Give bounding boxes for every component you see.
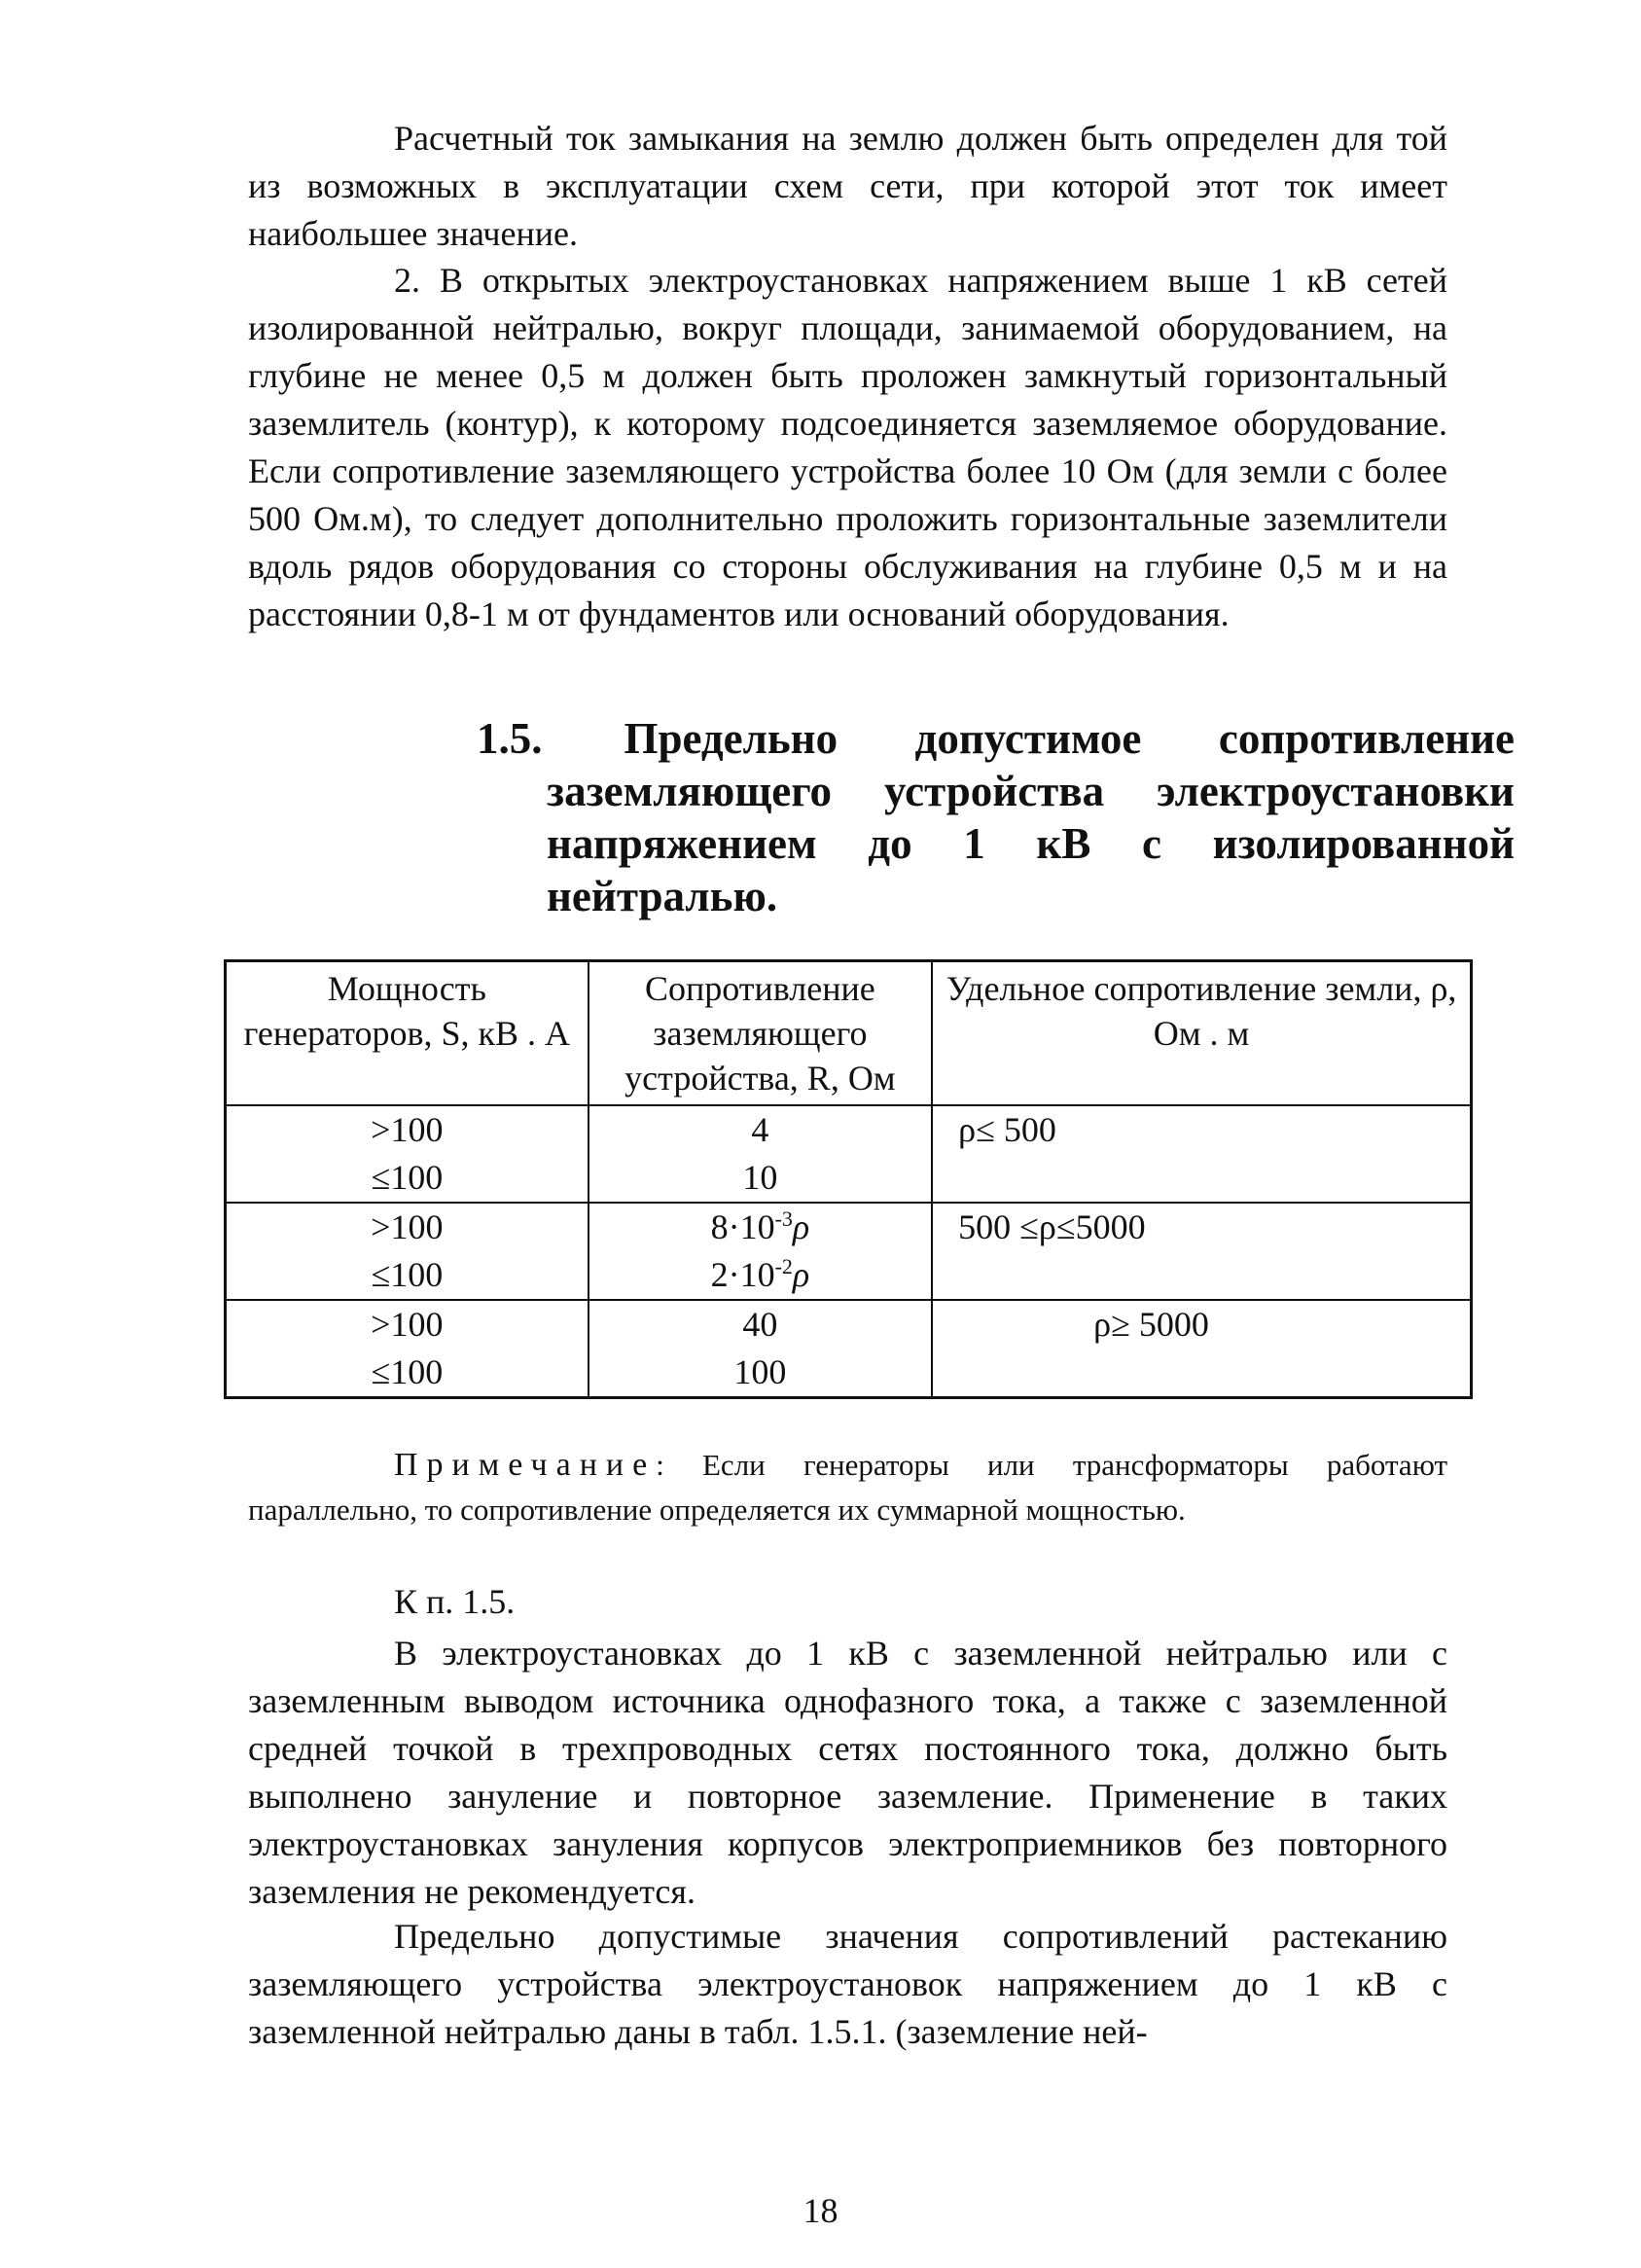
paragraph-fault-current: Расчетный ток замыкания на землю должен быть определен для той из возможных в эксплуатации схем сети, при которой этот ток имеет наибольшее значение.	[248, 119, 1447, 253]
paragraph-limit-values: Предельно допустимые значения сопротивлений растеканию заземляющего устройства электроустановок напряжением до 1 кВ с заземленной нейтралью даны в табл. 1.5.1. (заземление ней-	[248, 1917, 1447, 2051]
section-title: Предельно допустимое сопротивление заземляющего устройства электроустановки напряжением до 1 кВ с изолированной нейтралью.	[547, 714, 1515, 920]
soil-cell: ρ≤ 500	[932, 1105, 1471, 1203]
note-label: Примечание	[394, 1447, 657, 1483]
table-row	[226, 1105, 1472, 1203]
power-cell	[226, 1105, 589, 1203]
resistance-high-coefficient: 8·10	[710, 1207, 775, 1246]
header-power: Мощность генераторов, S, кВ . А	[226, 961, 589, 1106]
section-number: 1.5.	[477, 714, 543, 763]
page-number: 18	[803, 2191, 838, 2230]
power-high: >100	[371, 1207, 444, 1246]
resistance-low: 10	[742, 1158, 778, 1197]
resistance-table	[224, 959, 1473, 1399]
resistance-high: 4	[751, 1110, 769, 1149]
resistance-high: 40	[742, 1305, 778, 1344]
resistance-high-variable: ρ	[792, 1207, 810, 1246]
resistance-cell	[589, 1300, 932, 1398]
power-high: >100	[371, 1305, 444, 1344]
resistance-high	[599, 1204, 921, 1251]
section-heading	[477, 712, 1515, 922]
resistance-low	[599, 1251, 921, 1299]
resistance-cell	[589, 1105, 932, 1203]
resistance-high-exponent: -3	[774, 1206, 793, 1231]
soil-cell: ρ≥ 5000	[932, 1300, 1471, 1398]
power-high: >100	[371, 1110, 444, 1149]
table-row	[226, 1300, 1472, 1398]
header-soil-resistivity: Удельное сопротивление земли, ρ, Ом . м	[932, 961, 1471, 1106]
soil-cell: 500 ≤ρ≤5000	[932, 1203, 1471, 1300]
resistance-low-coefficient: 2·10	[710, 1255, 775, 1294]
power-low: ≤100	[371, 1352, 444, 1391]
resistance-low: 100	[733, 1352, 787, 1391]
table-note	[248, 1443, 1447, 1532]
resistance-low-variable: ρ	[792, 1255, 810, 1294]
section-reference: К п. 1.5.	[394, 1582, 516, 1621]
paragraph-open-installations: 2. В открытых электроустановках напряжением выше 1 кВ сетей изолированной нейтралью, вокруг площади, занимаемой оборудованием, на глубине не менее 0,5 м должен быть проложен замкнутый горизонтальный заземлитель (контур), к которому подсоединяется заземляемое оборудование. Если сопротивление заземляющего устройства более 10 Ом (для земли с более 500 Ом.м), то следует дополнительно проложить горизонтальные заземлители вдоль рядов оборудования со стороны обслуживания на глубине 0,5 м и на расстоянии 0,8-1 м от фундаментов или оснований оборудования.	[248, 261, 1447, 633]
paragraph-zeroing: В электроустановках до 1 кВ с заземленной нейтралью или с заземленным выводом источника однофазного тока, а также с заземленной средней точкой в трехпроводных сетях постоянного тока, должно быть выполнено зануление и повторное заземление. Применение в таких электроустановках зануления корпусов электроприемников без повторного заземления не рекомендуется.	[248, 1634, 1447, 1911]
resistance-cell	[589, 1203, 932, 1300]
power-low: ≤100	[371, 1158, 444, 1197]
power-cell	[226, 1300, 589, 1398]
power-low: ≤100	[371, 1255, 444, 1294]
power-cell	[226, 1203, 589, 1300]
table-header-row	[226, 961, 1472, 1106]
resistance-low-exponent: -2	[774, 1254, 793, 1278]
header-resistance: Сопротивление заземляющего устройства, R, Ом	[589, 961, 932, 1106]
table-row	[226, 1203, 1472, 1300]
note-text: : Если генераторы или трансформаторы работают параллельно, то сопротивление определяется их суммарной мощностью.	[248, 1448, 1447, 1527]
